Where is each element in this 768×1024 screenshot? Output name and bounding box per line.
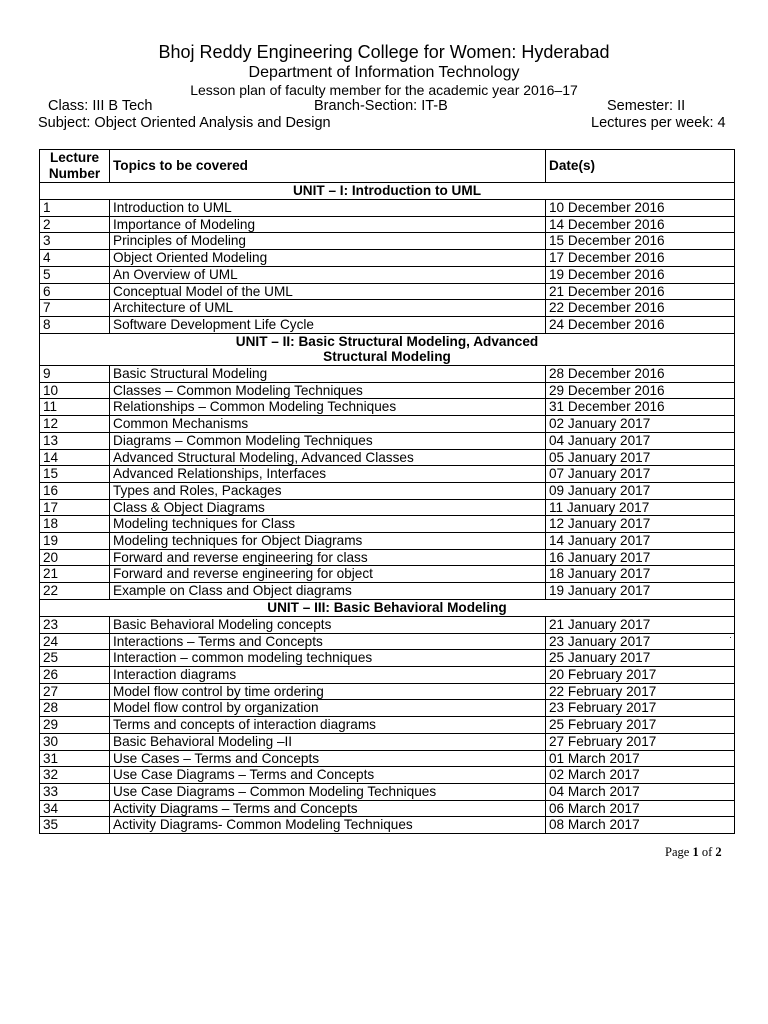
lecture-number: 24	[40, 633, 110, 650]
table-row	[40, 449, 735, 466]
lesson-plan-table	[39, 149, 735, 834]
lecture-number: 15	[40, 466, 110, 483]
table-row	[40, 583, 735, 600]
date-cell: 22 February 2017	[546, 683, 735, 700]
date-cell: 09 January 2017	[546, 482, 735, 499]
unit-title	[40, 333, 735, 365]
topic-cell: Advanced Structural Modeling, Advanced Classes	[110, 449, 546, 466]
date-cell: 17 December 2016	[546, 250, 735, 267]
header-lecture-number-line1: Lecture	[49, 150, 100, 166]
topic-cell: Conceptual Model of the UML	[110, 283, 546, 300]
date-cell: 25 February 2017	[546, 717, 735, 734]
page-total: 2	[715, 845, 722, 859]
college-name: Bhoj Reddy Engineering College for Women: Hyderabad	[158, 42, 610, 62]
topic-cell: Use Case Diagrams – Terms and Concepts	[110, 767, 546, 784]
table-row	[40, 233, 735, 250]
topic-cell: Example on Class and Object diagrams	[110, 583, 546, 600]
table-row	[40, 683, 735, 700]
topic-cell: Interaction – common modeling techniques	[110, 650, 546, 667]
table-row	[40, 283, 735, 300]
topic-cell: Modeling techniques for Class	[110, 516, 546, 533]
subject-info: Subject: Object Oriented Analysis and Design	[38, 115, 331, 131]
topic-cell: Terms and concepts of interaction diagrams	[110, 717, 546, 734]
table-row	[40, 800, 735, 817]
topic-cell: Forward and reverse engineering for class	[110, 549, 546, 566]
table-row	[40, 817, 735, 834]
unit-title	[40, 183, 735, 200]
date-cell: 15 December 2016	[546, 233, 735, 250]
table-row	[40, 733, 735, 750]
topic-cell: Relationships – Common Modeling Techniques	[110, 399, 546, 416]
topic-cell: Modeling techniques for Object Diagrams	[110, 533, 546, 550]
semester-info: Semester: II	[607, 98, 686, 114]
topic-cell: Interaction diagrams	[110, 666, 546, 683]
lecture-number: 9	[40, 366, 110, 383]
topic-cell: Activity Diagrams- Common Modeling Techniques	[110, 817, 546, 834]
table-row	[40, 200, 735, 217]
date-cell: 19 December 2016	[546, 266, 735, 283]
header-topics: Topics to be covered	[110, 150, 546, 183]
lecture-number: 25	[40, 650, 110, 667]
topic-cell: Model flow control by time ordering	[110, 683, 546, 700]
topic-cell: Common Mechanisms	[110, 416, 546, 433]
date-cell: 14 January 2017	[546, 533, 735, 550]
page-word: Page	[665, 845, 690, 859]
topic-cell: Basic Structural Modeling	[110, 366, 546, 383]
table-row	[40, 250, 735, 267]
date-cell: 31 December 2016	[546, 399, 735, 416]
table-row	[40, 499, 735, 516]
date-cell: 25 January 2017	[546, 650, 735, 667]
topic-cell: Types and Roles, Packages	[110, 482, 546, 499]
date-cell: 21 December 2016	[546, 283, 735, 300]
lesson-plan-title: Lesson plan of faculty member for the academic year 2016–17	[190, 82, 578, 98]
date-cell: 12 January 2017	[546, 516, 735, 533]
date-cell: 28 December 2016	[546, 366, 735, 383]
branch-section-info: Branch-Section: IT-B	[314, 98, 448, 114]
table-row	[40, 767, 735, 784]
date-cell: 02 March 2017	[546, 767, 735, 784]
lecture-number: 14	[40, 449, 110, 466]
date-cell: 08 March 2017	[546, 817, 735, 834]
date-cell: 04 March 2017	[546, 783, 735, 800]
lecture-number: 10	[40, 382, 110, 399]
lecture-number: 26	[40, 666, 110, 683]
lecture-number: 13	[40, 432, 110, 449]
table-row	[40, 466, 735, 483]
topic-cell: Use Case Diagrams – Common Modeling Techniques	[110, 783, 546, 800]
date-cell: 19 January 2017	[546, 583, 735, 600]
date-cell: 24 December 2016	[546, 316, 735, 333]
topic-cell: Basic Behavioral Modeling –II	[110, 733, 546, 750]
date-cell: 23 January 2017	[546, 633, 735, 650]
table-row	[40, 316, 735, 333]
topic-cell: Model flow control by organization	[110, 700, 546, 717]
page-number	[665, 845, 722, 860]
topic-cell: Classes – Common Modeling Techniques	[110, 382, 546, 399]
lecture-number: 8	[40, 316, 110, 333]
date-cell: 14 December 2016	[546, 216, 735, 233]
lecture-number: 5	[40, 266, 110, 283]
topic-cell: Principles of Modeling	[110, 233, 546, 250]
lecture-number: 22	[40, 583, 110, 600]
lecture-number: 17	[40, 499, 110, 516]
table-row	[40, 700, 735, 717]
unit-row	[40, 599, 735, 616]
table-row	[40, 482, 735, 499]
date-cell: 29 December 2016	[546, 382, 735, 399]
date-cell: 02 January 2017	[546, 416, 735, 433]
table-row	[40, 216, 735, 233]
topic-cell: Activity Diagrams – Terms and Concepts	[110, 800, 546, 817]
lectures-per-week-info: Lectures per week: 4	[591, 115, 726, 131]
topic-cell: Advanced Relationships, Interfaces	[110, 466, 546, 483]
topic-cell: Introduction to UML	[110, 200, 546, 217]
table-row	[40, 566, 735, 583]
topic-cell: Diagrams – Common Modeling Techniques	[110, 432, 546, 449]
unit-title-line1: UNIT – III: Basic Behavioral Modeling	[267, 600, 507, 616]
date-cell: 23 February 2017	[546, 700, 735, 717]
table-row	[40, 666, 735, 683]
table-row	[40, 300, 735, 317]
lecture-number: 33	[40, 783, 110, 800]
date-cell: 20 February 2017	[546, 666, 735, 683]
date-cell: 16 January 2017	[546, 549, 735, 566]
lecture-number: 18	[40, 516, 110, 533]
table-row	[40, 516, 735, 533]
topic-cell: Use Cases – Terms and Concepts	[110, 750, 546, 767]
lecture-number: 2	[40, 216, 110, 233]
unit-title-line1: UNIT – I: Introduction to UML	[292, 183, 482, 199]
date-cell: 21 January 2017	[546, 616, 735, 633]
page-of: of	[701, 845, 713, 859]
unit-row	[40, 183, 735, 200]
page-current: 1	[692, 845, 699, 859]
topic-cell: Object Oriented Modeling	[110, 250, 546, 267]
date-cell: 07 January 2017	[546, 466, 735, 483]
topic-cell: Architecture of UML	[110, 300, 546, 317]
topic-cell: Basic Behavioral Modeling concepts	[110, 616, 546, 633]
table-row	[40, 750, 735, 767]
lecture-number: 21	[40, 566, 110, 583]
header-dates: Date(s)	[546, 150, 735, 183]
header-lecture-number-line2: Number	[48, 166, 101, 181]
date-cell: 01 March 2017	[546, 750, 735, 767]
lecture-number: 4	[40, 250, 110, 267]
table-row	[40, 382, 735, 399]
lecture-number: 3	[40, 233, 110, 250]
topic-cell: Interactions – Terms and Concepts	[110, 633, 546, 650]
table-row	[40, 533, 735, 550]
table-row	[40, 633, 735, 650]
date-cell: 11 January 2017	[546, 499, 735, 516]
table-row	[40, 549, 735, 566]
table-row	[40, 783, 735, 800]
class-info: Class: III B Tech	[48, 98, 153, 114]
date-cell: 22 December 2016	[546, 300, 735, 317]
lecture-number: 1	[40, 200, 110, 217]
lecture-number: 19	[40, 533, 110, 550]
lecture-number: 31	[40, 750, 110, 767]
department-name: Department of Information Technology	[248, 64, 520, 81]
topic-cell: Importance of Modeling	[110, 216, 546, 233]
table-row	[40, 432, 735, 449]
date-cell: 06 March 2017	[546, 800, 735, 817]
table-row	[40, 650, 735, 667]
lecture-number: 32	[40, 767, 110, 784]
date-cell: 04 January 2017	[546, 432, 735, 449]
header-lecture-number	[40, 150, 110, 183]
lecture-number: 35	[40, 817, 110, 834]
date-cell: 05 January 2017	[546, 449, 735, 466]
table-row	[40, 366, 735, 383]
unit-title-line1: UNIT – II: Basic Structural Modeling, Advanced	[235, 333, 539, 349]
topic-cell: Forward and reverse engineering for object	[110, 566, 546, 583]
lecture-number: 29	[40, 717, 110, 734]
lecture-number: 16	[40, 482, 110, 499]
lesson-plan-body	[40, 183, 735, 834]
date-cell: 18 January 2017	[546, 566, 735, 583]
lecture-number: 7	[40, 300, 110, 317]
stray-mark: ·	[729, 632, 732, 642]
table-row	[40, 616, 735, 633]
lecture-number: 28	[40, 700, 110, 717]
topic-cell: Software Development Life Cycle	[110, 316, 546, 333]
lecture-number: 34	[40, 800, 110, 817]
lecture-number: 30	[40, 733, 110, 750]
unit-title-line2: Structural Modeling	[323, 349, 451, 365]
unit-row	[40, 333, 735, 365]
table-row	[40, 416, 735, 433]
table-row	[40, 399, 735, 416]
lecture-number: 6	[40, 283, 110, 300]
table-row	[40, 266, 735, 283]
date-cell: 27 February 2017	[546, 733, 735, 750]
date-cell: 10 December 2016	[546, 200, 735, 217]
lecture-number: 20	[40, 549, 110, 566]
topic-cell: An Overview of UML	[110, 266, 546, 283]
lecture-number: 27	[40, 683, 110, 700]
topic-cell: Class & Object Diagrams	[110, 499, 546, 516]
lecture-number: 12	[40, 416, 110, 433]
lecture-number: 23	[40, 616, 110, 633]
table-row	[40, 717, 735, 734]
lecture-number: 11	[40, 399, 110, 416]
unit-title	[40, 599, 735, 616]
